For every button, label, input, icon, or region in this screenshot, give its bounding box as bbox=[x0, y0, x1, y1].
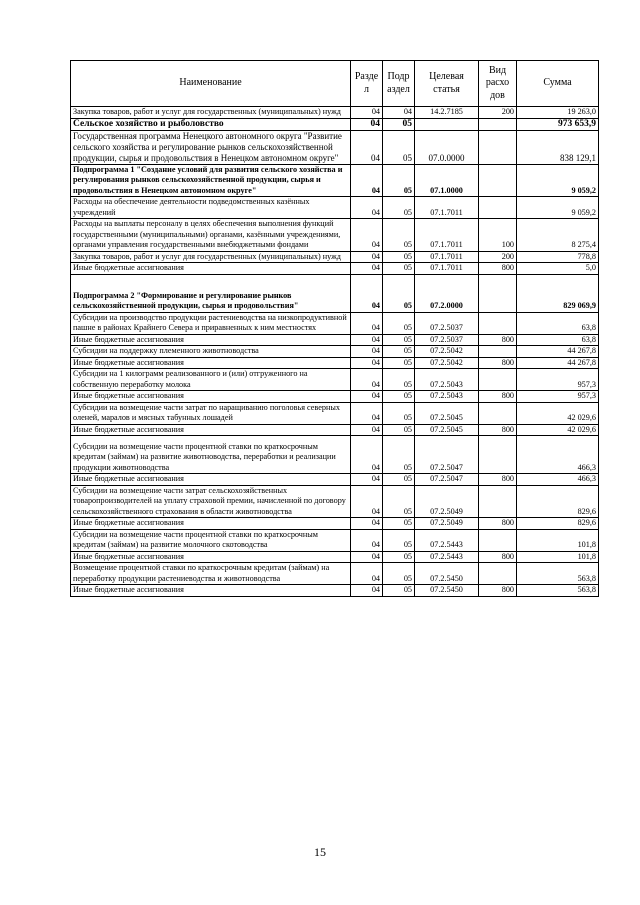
table-row bbox=[71, 263, 599, 275]
row-vid-cell: 800 bbox=[479, 585, 517, 597]
table-header-row bbox=[71, 61, 599, 107]
row-razdel-cell: 04 bbox=[351, 402, 383, 424]
row-razdel-cell: 04 bbox=[351, 436, 383, 474]
row-celevaya-cell: 07.2.5047 bbox=[415, 474, 479, 486]
row-podrazdel-cell: 05 bbox=[383, 263, 415, 275]
row-podrazdel-cell: 05 bbox=[383, 518, 415, 530]
row-name-cell: Субсидии на возмещение части процентной ставки по краткосрочным кредитам (займам) на развитие животноводства, переработки и реализации продукции животноводства bbox=[71, 436, 351, 474]
row-summa-cell: 829 069,9 bbox=[517, 274, 599, 312]
row-podrazdel-cell: 05 bbox=[383, 436, 415, 474]
table-row bbox=[71, 274, 599, 312]
row-celevaya-cell: 14.2.7185 bbox=[415, 107, 479, 119]
row-name-cell: Подпрограмма 2 "Формирование и регулирование рынков сельскохозяйственной продукции, сырья и продовольствия" bbox=[71, 274, 351, 312]
table-row bbox=[71, 518, 599, 530]
table-row bbox=[71, 357, 599, 369]
row-razdel-cell: 04 bbox=[351, 312, 383, 334]
row-name-cell: Иные бюджетные ассигнования bbox=[71, 474, 351, 486]
header-podrazdel: Подр аздел bbox=[383, 61, 415, 107]
row-vid-cell: 800 bbox=[479, 551, 517, 563]
row-vid-cell bbox=[479, 485, 517, 518]
row-podrazdel-cell: 05 bbox=[383, 274, 415, 312]
row-celevaya-cell: 07.2.5443 bbox=[415, 529, 479, 551]
row-name-cell: Закупка товаров, работ и услуг для государственных (муниципальных) нужд bbox=[71, 251, 351, 263]
row-summa-cell: 957,3 bbox=[517, 391, 599, 403]
table-row bbox=[71, 369, 599, 391]
row-celevaya-cell: 07.1.0000 bbox=[415, 164, 479, 197]
row-name-cell: Иные бюджетные ассигнования bbox=[71, 585, 351, 597]
table-row bbox=[71, 474, 599, 486]
row-razdel-cell: 04 bbox=[351, 107, 383, 119]
row-podrazdel-cell: 05 bbox=[383, 219, 415, 252]
row-celevaya-cell: 07.2.5043 bbox=[415, 391, 479, 403]
row-vid-cell: 800 bbox=[479, 357, 517, 369]
row-celevaya-cell: 07.1.7011 bbox=[415, 197, 479, 219]
row-vid-cell: 200 bbox=[479, 107, 517, 119]
row-summa-cell: 101,8 bbox=[517, 529, 599, 551]
row-summa-cell: 63,8 bbox=[517, 334, 599, 346]
row-celevaya-cell: 07.2.5443 bbox=[415, 551, 479, 563]
row-vid-cell bbox=[479, 436, 517, 474]
row-name-cell: Подпрограмма 1 "Создание условий для развития сельского хозяйства и регулирования рынков сельскохозяйственной продукции, сырья и продовольствия в Ненецком автономном округе" bbox=[71, 164, 351, 197]
row-vid-cell bbox=[479, 312, 517, 334]
row-name-cell: Субсидии на возмещение части затрат по наращиванию поголовья северных оленей, маралов и мясных табунных лошадей bbox=[71, 402, 351, 424]
row-razdel-cell: 04 bbox=[351, 424, 383, 436]
row-summa-cell: 829,6 bbox=[517, 518, 599, 530]
row-celevaya-cell: 07.1.7011 bbox=[415, 251, 479, 263]
row-vid-cell bbox=[479, 118, 517, 130]
header-vid-rashodov: Вид расхо дов bbox=[479, 61, 517, 107]
row-name-cell: Иные бюджетные ассигнования bbox=[71, 263, 351, 275]
row-podrazdel-cell: 05 bbox=[383, 563, 415, 585]
table-row bbox=[71, 164, 599, 197]
row-razdel-cell: 04 bbox=[351, 563, 383, 585]
row-summa-cell: 19 263,0 bbox=[517, 107, 599, 119]
row-podrazdel-cell: 05 bbox=[383, 334, 415, 346]
row-summa-cell: 101,8 bbox=[517, 551, 599, 563]
row-podrazdel-cell: 04 bbox=[383, 107, 415, 119]
row-vid-cell bbox=[479, 563, 517, 585]
row-podrazdel-cell: 05 bbox=[383, 312, 415, 334]
table-row bbox=[71, 402, 599, 424]
table-row bbox=[71, 219, 599, 252]
row-vid-cell: 200 bbox=[479, 251, 517, 263]
table-row bbox=[71, 334, 599, 346]
row-celevaya-cell: 07.2.5049 bbox=[415, 518, 479, 530]
row-celevaya-cell: 07.2.5045 bbox=[415, 424, 479, 436]
row-celevaya-cell: 07.2.5045 bbox=[415, 402, 479, 424]
row-celevaya-cell: 07.2.5047 bbox=[415, 436, 479, 474]
row-celevaya-cell: 07.2.5042 bbox=[415, 346, 479, 358]
row-name-cell: Иные бюджетные ассигнования bbox=[71, 334, 351, 346]
row-name-cell: Расходы на обеспечение деятельности подведомственных казённых учреждений bbox=[71, 197, 351, 219]
row-name-cell: Субсидии на поддержку племенного животноводства bbox=[71, 346, 351, 358]
row-vid-cell bbox=[479, 274, 517, 312]
row-podrazdel-cell: 05 bbox=[383, 197, 415, 219]
header-razdel: Разде л bbox=[351, 61, 383, 107]
table-row bbox=[71, 346, 599, 358]
row-razdel-cell: 04 bbox=[351, 219, 383, 252]
row-vid-cell: 800 bbox=[479, 334, 517, 346]
table-row bbox=[71, 551, 599, 563]
row-podrazdel-cell: 05 bbox=[383, 529, 415, 551]
row-name-cell: Сельское хозяйство и рыболовство bbox=[71, 118, 351, 130]
row-summa-cell: 829,6 bbox=[517, 485, 599, 518]
row-razdel-cell: 04 bbox=[351, 529, 383, 551]
row-celevaya-cell bbox=[415, 118, 479, 130]
row-summa-cell: 957,3 bbox=[517, 369, 599, 391]
table-row bbox=[71, 563, 599, 585]
header-celevaya-statya: Целевая статья bbox=[415, 61, 479, 107]
row-vid-cell bbox=[479, 130, 517, 164]
table-row bbox=[71, 197, 599, 219]
row-razdel-cell: 04 bbox=[351, 518, 383, 530]
row-summa-cell: 63,8 bbox=[517, 312, 599, 334]
row-summa-cell: 838 129,1 bbox=[517, 130, 599, 164]
row-razdel-cell: 04 bbox=[351, 346, 383, 358]
row-celevaya-cell: 07.2.5450 bbox=[415, 563, 479, 585]
row-razdel-cell: 04 bbox=[351, 551, 383, 563]
row-summa-cell: 778,8 bbox=[517, 251, 599, 263]
page-number: 15 bbox=[314, 845, 326, 859]
row-summa-cell: 466,3 bbox=[517, 436, 599, 474]
row-vid-cell bbox=[479, 164, 517, 197]
row-podrazdel-cell: 05 bbox=[383, 130, 415, 164]
row-podrazdel-cell: 05 bbox=[383, 402, 415, 424]
table-row bbox=[71, 391, 599, 403]
row-celevaya-cell: 07.0.0000 bbox=[415, 130, 479, 164]
row-razdel-cell: 04 bbox=[351, 474, 383, 486]
row-name-cell: Закупка товаров, работ и услуг для государственных (муниципальных) нужд bbox=[71, 107, 351, 119]
row-vid-cell: 800 bbox=[479, 424, 517, 436]
row-name-cell: Иные бюджетные ассигнования bbox=[71, 424, 351, 436]
header-name: Наименование bbox=[71, 61, 351, 107]
budget-table bbox=[70, 60, 599, 597]
row-razdel-cell: 04 bbox=[351, 251, 383, 263]
row-vid-cell: 800 bbox=[479, 518, 517, 530]
row-razdel-cell: 04 bbox=[351, 585, 383, 597]
row-celevaya-cell: 07.2.5450 bbox=[415, 585, 479, 597]
row-razdel-cell: 04 bbox=[351, 118, 383, 130]
row-razdel-cell: 04 bbox=[351, 263, 383, 275]
row-name-cell: Иные бюджетные ассигнования bbox=[71, 551, 351, 563]
row-podrazdel-cell: 05 bbox=[383, 474, 415, 486]
row-name-cell: Субсидии на возмещение части затрат сельскохозяйственных товаропроизводителей на уплату страховой премии, начисленной по договору сельскохозяйственного страхования в области животноводства bbox=[71, 485, 351, 518]
row-podrazdel-cell: 05 bbox=[383, 357, 415, 369]
row-celevaya-cell: 07.2.5042 bbox=[415, 357, 479, 369]
row-name-cell: Субсидии на производство продукции растениеводства на низкопродуктивной пашне в районах Крайнего Севера и приравненных к ним местностях bbox=[71, 312, 351, 334]
row-name-cell: Возмещение процентной ставки по краткосрочным кредитам (займам) на переработку продукции растениеводства и животноводства bbox=[71, 563, 351, 585]
row-vid-cell: 100 bbox=[479, 219, 517, 252]
row-vid-cell bbox=[479, 402, 517, 424]
table-row bbox=[71, 529, 599, 551]
row-razdel-cell: 04 bbox=[351, 369, 383, 391]
row-summa-cell: 44 267,8 bbox=[517, 357, 599, 369]
row-celevaya-cell: 07.2.5043 bbox=[415, 369, 479, 391]
row-name-cell: Субсидии на 1 килограмм реализованного и (или) отгруженного на собственную переработку молока bbox=[71, 369, 351, 391]
row-summa-cell: 8 275,4 bbox=[517, 219, 599, 252]
header-summa: Сумма bbox=[517, 61, 599, 107]
row-summa-cell: 42 029,6 bbox=[517, 424, 599, 436]
row-razdel-cell: 04 bbox=[351, 164, 383, 197]
row-vid-cell: 800 bbox=[479, 263, 517, 275]
row-vid-cell bbox=[479, 197, 517, 219]
table-row bbox=[71, 312, 599, 334]
row-podrazdel-cell: 05 bbox=[383, 251, 415, 263]
row-podrazdel-cell: 05 bbox=[383, 118, 415, 130]
row-summa-cell: 563,8 bbox=[517, 563, 599, 585]
row-celevaya-cell: 07.2.0000 bbox=[415, 274, 479, 312]
row-razdel-cell: 04 bbox=[351, 274, 383, 312]
row-vid-cell bbox=[479, 529, 517, 551]
row-summa-cell: 9 059,2 bbox=[517, 164, 599, 197]
row-vid-cell: 800 bbox=[479, 474, 517, 486]
row-celevaya-cell: 07.1.7011 bbox=[415, 263, 479, 275]
row-summa-cell: 563,8 bbox=[517, 585, 599, 597]
table-row bbox=[71, 107, 599, 119]
table-row bbox=[71, 436, 599, 474]
row-razdel-cell: 04 bbox=[351, 130, 383, 164]
table-row bbox=[71, 424, 599, 436]
table-row bbox=[71, 585, 599, 597]
row-name-cell: Иные бюджетные ассигнования bbox=[71, 518, 351, 530]
row-podrazdel-cell: 05 bbox=[383, 164, 415, 197]
row-razdel-cell: 04 bbox=[351, 334, 383, 346]
table-row bbox=[71, 251, 599, 263]
row-podrazdel-cell: 05 bbox=[383, 391, 415, 403]
row-summa-cell: 42 029,6 bbox=[517, 402, 599, 424]
row-celevaya-cell: 07.1.7011 bbox=[415, 219, 479, 252]
table-row bbox=[71, 130, 599, 164]
row-celevaya-cell: 07.2.5037 bbox=[415, 334, 479, 346]
table-row bbox=[71, 485, 599, 518]
row-celevaya-cell: 07.2.5049 bbox=[415, 485, 479, 518]
row-podrazdel-cell: 05 bbox=[383, 346, 415, 358]
row-celevaya-cell: 07.2.5037 bbox=[415, 312, 479, 334]
row-razdel-cell: 04 bbox=[351, 391, 383, 403]
row-name-cell: Иные бюджетные ассигнования bbox=[71, 391, 351, 403]
row-name-cell: Субсидии на возмещение части процентной ставки по краткосрочным кредитам (займам) на развитие молочного скотоводства bbox=[71, 529, 351, 551]
row-summa-cell: 466,3 bbox=[517, 474, 599, 486]
row-podrazdel-cell: 05 bbox=[383, 551, 415, 563]
row-razdel-cell: 04 bbox=[351, 197, 383, 219]
row-podrazdel-cell: 05 bbox=[383, 585, 415, 597]
row-name-cell: Расходы на выплаты персоналу в целях обеспечения выполнения функций государственными (муниципальными) органами, казёнными учреждениями, органами управления государственными внебюджетными фондами bbox=[71, 219, 351, 252]
row-razdel-cell: 04 bbox=[351, 357, 383, 369]
row-vid-cell bbox=[479, 369, 517, 391]
row-podrazdel-cell: 05 bbox=[383, 424, 415, 436]
row-summa-cell: 5,0 bbox=[517, 263, 599, 275]
row-name-cell: Государственная программа Ненецкого автономного округа "Развитие сельского хозяйства и регулирование рынков сельскохозяйственной продукции, сырья и продовольствия в Ненецком автономном округе" bbox=[71, 130, 351, 164]
row-name-cell: Иные бюджетные ассигнования bbox=[71, 357, 351, 369]
row-vid-cell bbox=[479, 346, 517, 358]
row-summa-cell: 44 267,8 bbox=[517, 346, 599, 358]
row-razdel-cell: 04 bbox=[351, 485, 383, 518]
row-podrazdel-cell: 05 bbox=[383, 485, 415, 518]
row-summa-cell: 973 653,9 bbox=[517, 118, 599, 130]
table-body bbox=[71, 107, 599, 597]
table-row bbox=[71, 118, 599, 130]
row-vid-cell: 800 bbox=[479, 391, 517, 403]
row-summa-cell: 9 059,2 bbox=[517, 197, 599, 219]
row-podrazdel-cell: 05 bbox=[383, 369, 415, 391]
